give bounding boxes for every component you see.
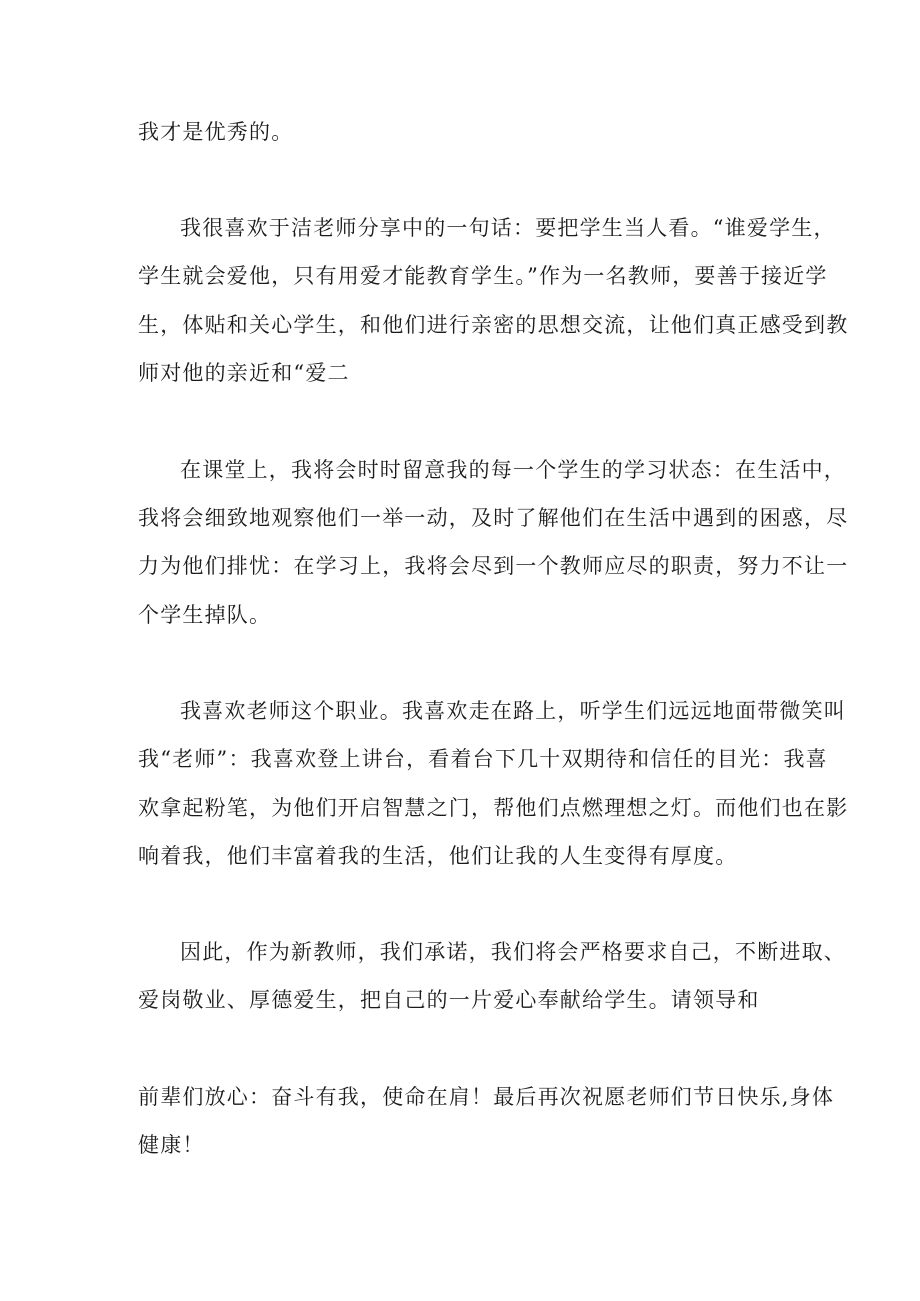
paragraph-first-line: 在课堂上，我将会时时留意我的每一个学生的学习状态：在生活中， <box>180 458 846 482</box>
text-line: 欢拿起粉笔，为他们开启智慧之门，帮他们点燃理想之灯。而他们也在影 <box>138 796 849 820</box>
text-line: 我才是优秀的。 <box>138 120 294 144</box>
text-line: 我将会细致地观察他们一举一动，及时了解他们在生活中遇到的困惑，尽 <box>138 506 849 530</box>
text-line: 我“老师”：我喜欢登上讲台，看着台下几十双期待和信任的目光：我喜 <box>138 747 828 771</box>
paragraph-first-line: 因此，作为新教师，我们承诺，我们将会严格要求自己，不断进取、 <box>180 940 846 964</box>
text-line: 健康！ <box>138 1133 205 1157</box>
text-line: 生，体贴和关心学生，和他们进行亲密的思想交流，让他们真正感受到教 <box>138 313 849 337</box>
text-line: 个学生掉队。 <box>138 603 272 627</box>
text-line: 师对他的亲近和“爱二 <box>138 361 350 385</box>
text-line: 力为他们排忧：在学习上，我将会尽到一个教师应尽的职责，努力不让一 <box>138 554 849 578</box>
text-line: 响着我，他们丰富着我的生活，他们让我的人生变得有厚度。 <box>138 844 738 868</box>
paragraph-first-line: 我很喜欢于洁老师分享中的一句话：要把学生当人看。“谁爱学生， <box>180 216 836 240</box>
text-line: 爱岗敬业、厚德爱生，把自己的一片爱心奉献给学生。请领导和 <box>138 988 760 1012</box>
text-line: 前辈们放心：奋斗有我，使命在肩！最后再次祝愿老师们节日快乐,身体 <box>138 1085 835 1109</box>
paragraph-first-line: 我喜欢老师这个职业。我喜欢走在路上，听学生们远远地面带微笑叫 <box>180 699 846 723</box>
text-line: 学生就会爱他，只有用爱才能教育学生。”作为一名教师，要善于接近学 <box>138 264 828 288</box>
